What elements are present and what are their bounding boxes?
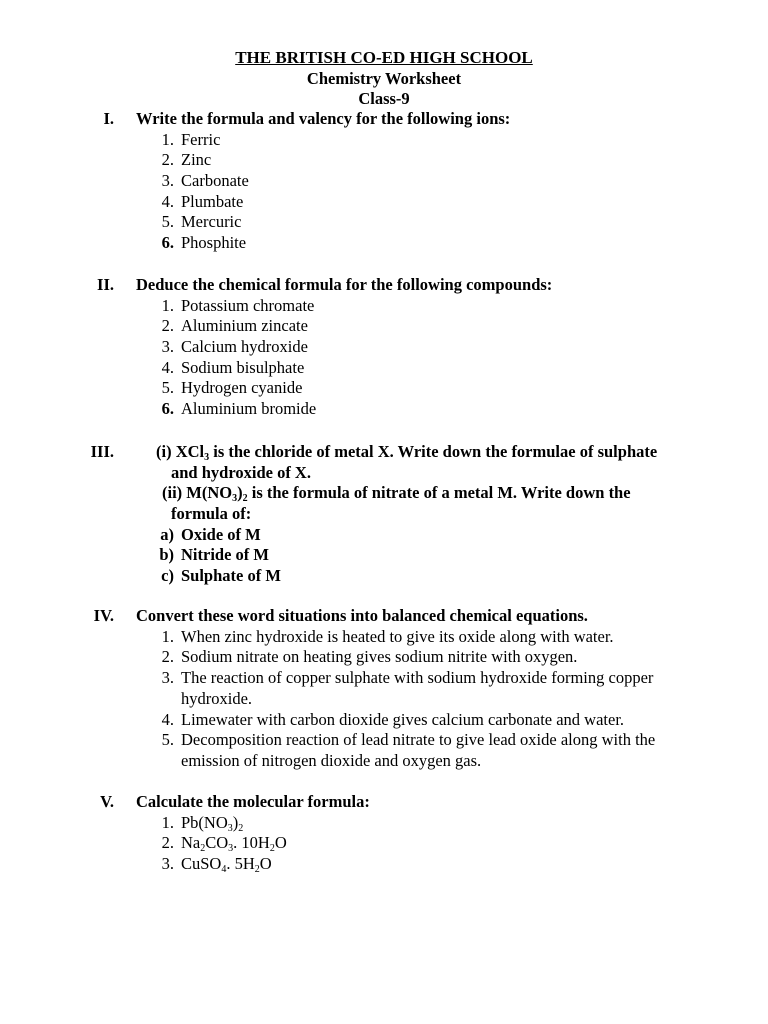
section-2 [0,275,768,420]
list-item [0,627,768,648]
item-text: Hydrogen cyanide [181,378,303,398]
list-item [0,668,768,709]
item-number: 4. [161,709,174,729]
item-text: Aluminium zincate [181,316,308,336]
list-item [0,171,768,192]
list-item [0,545,768,566]
item-number: 3. [161,668,174,688]
section-numeral: III. [90,442,114,461]
section-title: Write the formula and valency for the following ions: [136,109,511,128]
item-text: The reaction of copper sulphate with sodium hydroxide forming copper hydroxide. [181,668,654,708]
item-number: 1. [161,812,174,832]
list-item [0,813,768,834]
item-text: Sodium nitrate on heating gives sodium nitrite with oxygen. [181,647,578,667]
chemical-formula: $Na_2CO_3$. $10H_2O$ [181,833,287,855]
item-text: Calcium hydroxide [181,337,308,357]
list-item [0,130,768,151]
list-item [0,296,768,317]
worksheet-header [0,48,768,110]
item-number: 2. [161,833,174,853]
list-item [0,233,768,254]
school-name: THE BRITISH CO-ED HIGH SCHOOL [235,48,533,67]
list-item [0,647,768,668]
list-item [0,150,768,171]
list-item [0,833,768,854]
item-letter: c) [161,566,174,586]
section-numeral: IV. [93,606,114,625]
worksheet-subject: Chemistry Worksheet [306,68,462,88]
section-1 [0,109,768,254]
item-number: 1. [161,626,174,646]
item-number: 2. [161,150,174,170]
item-number: 1. [161,295,174,315]
item-number: 5. [161,378,174,398]
item-text: Nitride of M [181,545,269,565]
item-text: Aluminium bromide [181,399,317,419]
item-text: Plumbate [181,191,244,211]
item-text: Ferric [181,129,221,149]
item-number: 1. [161,129,174,149]
item-number: 3. [161,337,174,357]
item-text: Sulphate of M [181,566,281,586]
item-number: 6. [161,399,174,419]
item-text: Phosphite [181,233,247,253]
section-numeral: I. [103,109,114,128]
item-text: Zinc [181,150,212,170]
worksheet-class: Class-9 [358,89,410,109]
item-number: 5. [161,212,174,232]
list-item [0,730,768,771]
section-title: Convert these word situations into balanced chemical equations. [136,606,588,625]
item-letter: a) [160,524,174,544]
item-text: Potassium chromate [181,295,315,315]
item-letter: b) [159,545,174,565]
item-number: 3. [161,171,174,191]
item-number: 6. [161,233,174,253]
section-title: Calculate the molecular formula: [136,792,370,811]
list-item [0,316,768,337]
question-part-1: (i) XCl$_3$ is the chloride of metal X. Write down the formulae of sulphate [156,442,658,463]
list-item [0,399,768,420]
list-item [0,192,768,213]
list-item [0,525,768,546]
question-part-2: (ii) $M(NO_3)_2$ is the formula of nitrate of a metal M. Write down the [162,483,631,505]
section-5 [0,792,768,875]
list-item [0,710,768,731]
item-number: 2. [161,647,174,667]
item-text: Limewater with carbon dioxide gives calcium carbonate and water. [181,709,625,729]
list-item [0,378,768,399]
item-number: 4. [161,357,174,377]
list-item [0,566,768,587]
section-title: Deduce the chemical formula for the following compounds: [136,275,553,294]
item-number: 5. [161,730,174,750]
item-text: Oxide of M [181,524,261,544]
question-part-1-continued: and hydroxide of X. [171,462,311,482]
list-item [0,212,768,233]
list-item [0,337,768,358]
chemical-formula: CuSO$_4$. $5H_2O$ [181,854,272,876]
list-item [0,358,768,379]
item-number: 4. [161,191,174,211]
list-item [0,854,768,875]
section-4 [0,606,768,772]
item-text: Sodium bisulphate [181,357,305,377]
chemical-formula: $Pb(NO_3)_2$ [181,812,244,834]
item-text: Carbonate [181,171,249,191]
item-text: Mercuric [181,212,242,232]
section-numeral: II. [97,275,114,294]
section-3 [0,442,768,587]
item-number: 3. [161,854,174,874]
item-number: 2. [161,316,174,336]
question-part-2-continued: formula of: [171,504,252,524]
section-numeral: V. [100,792,114,811]
item-text: When zinc hydroxide is heated to give its oxide along with water. [181,626,614,646]
item-text: Decomposition reaction of lead nitrate to give lead oxide along with the emission of nitrogen dioxide and oxygen gas. [181,730,656,770]
